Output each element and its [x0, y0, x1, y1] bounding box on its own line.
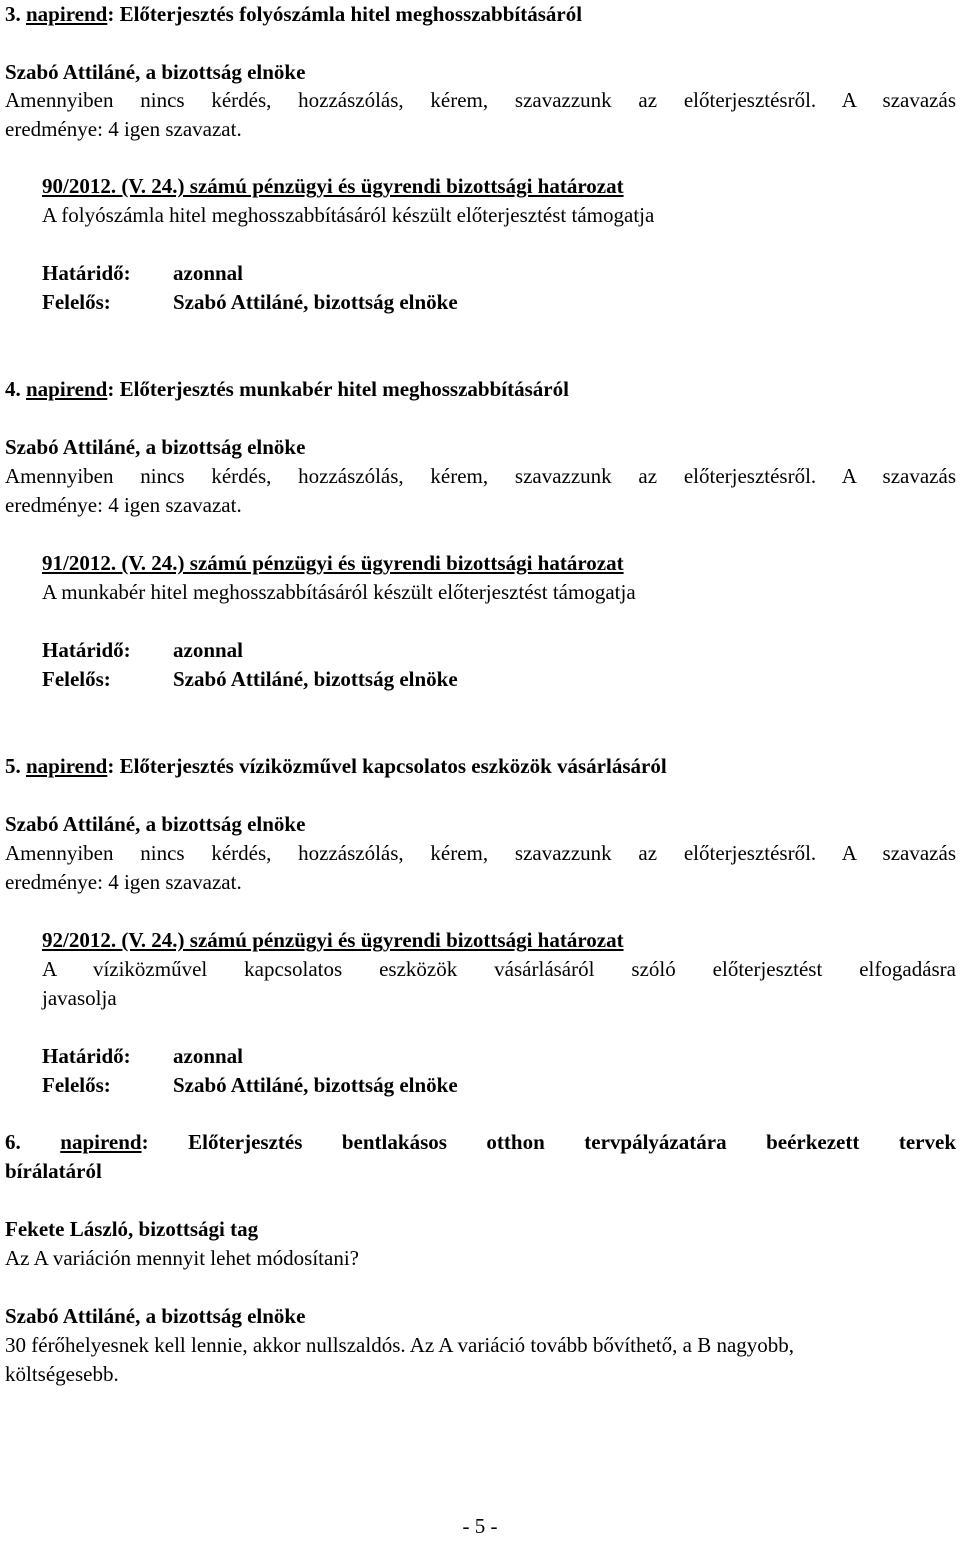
- page-number: - 5 -: [462, 1514, 498, 1538]
- heading-word: napirend: [26, 377, 108, 401]
- speech-text: eredménye: 4 igen szavazat.: [5, 493, 242, 517]
- speech-text: költségesebb.: [5, 1362, 119, 1386]
- resolution-title: 90/2012. (V. 24.) számú pénzügyi és ügyrendi bizottsági határozat: [42, 174, 624, 198]
- responsible-value: Szabó Attiláné, bizottság elnöke: [173, 290, 458, 314]
- responsible-value: Szabó Attiláné, bizottság elnöke: [173, 1073, 458, 1097]
- heading-title: : Előterjesztés bentlakásos otthon tervpályázatára beérkezett tervek: [141, 1130, 956, 1154]
- deadline-label: Határidő:: [42, 1044, 131, 1068]
- heading-number: 5.: [5, 754, 21, 778]
- resolution-title: 92/2012. (V. 24.) számú pénzügyi és ügyrendi bizottsági határozat: [42, 928, 624, 952]
- heading-title: : Előterjesztés folyószámla hitel meghosszabbításáról: [107, 2, 583, 26]
- resolution-text: javasolja: [42, 986, 117, 1010]
- agenda-heading-6: [5, 1128, 956, 1157]
- speech-text: Az A variáción mennyit lehet módosítani?: [5, 1246, 359, 1270]
- speaker-name: Szabó Attiláné, a bizottság elnöke: [5, 60, 306, 84]
- heading-number: 6.: [5, 1130, 21, 1154]
- deadline-value: azonnal: [173, 1044, 244, 1068]
- speech-text: Amennyiben nincs kérdés, hozzászólás, kérem, szavazzunk az előterjesztésről. A szavazás: [5, 464, 956, 488]
- agenda-heading-4: [5, 375, 569, 404]
- heading-word: napirend: [26, 2, 108, 26]
- responsible-value: Szabó Attiláné, bizottság elnöke: [173, 667, 458, 691]
- heading-word: napirend: [60, 1130, 142, 1154]
- speech-text: Amennyiben nincs kérdés, hozzászólás, kérem, szavazzunk az előterjesztésről. A szavazás: [5, 88, 956, 112]
- speech-text: 30 férőhelyesnek kell lennie, akkor nullszaldós. Az A variáció tovább bővíthető, a B nagyobb,: [5, 1333, 795, 1357]
- speaker-name: Szabó Attiláné, a bizottság elnöke: [5, 812, 306, 836]
- resolution-text: A munkabér hitel meghosszabbításáról készült előterjesztést támogatja: [42, 580, 636, 604]
- responsible-label: Felelős:: [42, 667, 111, 691]
- speech-text: Amennyiben nincs kérdés, hozzászólás, kérem, szavazzunk az előterjesztésről. A szavazás: [5, 841, 956, 865]
- heading-number: 4.: [5, 377, 21, 401]
- resolution-text: A folyószámla hitel meghosszabbításáról készült előterjesztést támogatja: [42, 203, 655, 227]
- agenda-heading-5: [5, 752, 667, 781]
- deadline-value: azonnal: [173, 261, 244, 285]
- heading-title: : Előterjesztés munkabér hitel meghosszabbításáról: [107, 377, 569, 401]
- deadline-label: Határidő:: [42, 261, 131, 285]
- heading-word: napirend: [26, 754, 108, 778]
- agenda-heading-3: [5, 0, 582, 29]
- heading-title-continued: bírálatáról: [5, 1159, 102, 1183]
- responsible-label: Felelős:: [42, 1073, 111, 1097]
- speaker-name: Fekete László, bizottsági tag: [5, 1217, 259, 1241]
- speech-text: eredménye: 4 igen szavazat.: [5, 117, 242, 141]
- heading-title: : Előterjesztés víziközművel kapcsolatos eszközök vásárlásáról: [107, 754, 667, 778]
- deadline-value: azonnal: [173, 638, 244, 662]
- heading-number: 3.: [5, 2, 21, 26]
- responsible-label: Felelős:: [42, 290, 111, 314]
- speaker-name: Szabó Attiláné, a bizottság elnöke: [5, 435, 306, 459]
- resolution-text: A víziközművel kapcsolatos eszközök vásárlásáról szóló előterjesztést elfogadásra: [42, 957, 956, 981]
- speech-text: eredménye: 4 igen szavazat.: [5, 870, 242, 894]
- resolution-title: 91/2012. (V. 24.) számú pénzügyi és ügyrendi bizottsági határozat: [42, 551, 624, 575]
- speaker-name: Szabó Attiláné, a bizottság elnöke: [5, 1304, 306, 1328]
- deadline-label: Határidő:: [42, 638, 131, 662]
